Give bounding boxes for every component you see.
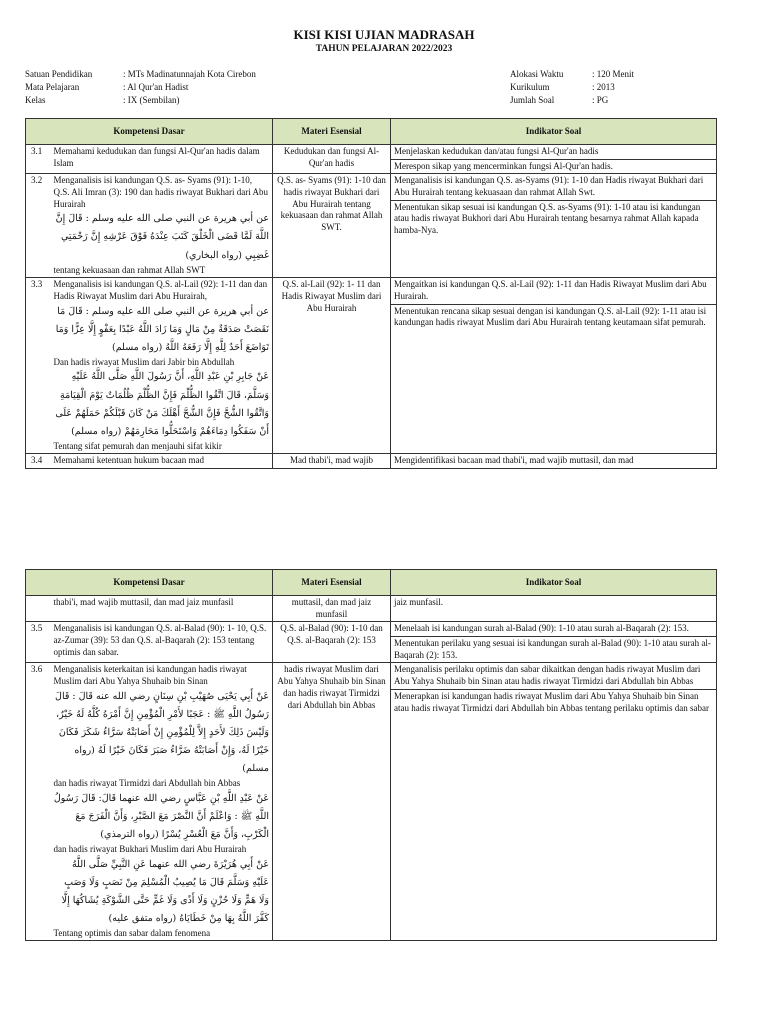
meta-left <box>25 68 256 107</box>
indikator-soal-cell <box>391 596 717 622</box>
table-header-row <box>26 570 717 596</box>
kompetensi-dasar-cell <box>53 174 273 278</box>
meta-label: Satuan Pendidikan <box>25 69 93 79</box>
indikator-soal-cell <box>391 278 717 454</box>
materi-esensial-cell: muttasil, dan mad jaiz munfasil <box>273 596 391 622</box>
meta-label: Alokasi Waktu <box>510 69 564 79</box>
indikator-item: Menganalisis perilaku optimis dan sabar dikaitkan dengan hadis riwayat Muslim dari Abu Yahya Shuhaib bin Sinan atau hadis riwayat Tirmidzi dari Abdullah bin Abbas <box>391 663 716 689</box>
kd-text: Menganalisis isi kandungan Q.S. al-Balad (90): 1- 10, Q.S. az-Zumar (39): 53 dan Q.S. al-Baqarah (2): 153 tentang optimis dan sabar. <box>53 623 267 657</box>
kompetensi-dasar-cell <box>53 145 273 174</box>
kd-number: 3.1 <box>26 145 53 174</box>
indikator-soal-cell <box>391 454 717 469</box>
kd-number: 3.3 <box>26 278 53 454</box>
kd-number: 3.5 <box>26 622 53 663</box>
kisi-table-page1 <box>25 118 717 469</box>
indikator-item: Menerapkan isi kandungan hadis riwayat Muslim dari Abu Yahya Shuhaib bin Sinan atau hadis riwayat Tirmidzi dari Abdullah bin Abbas tentang perilaku optimis dan sabar <box>394 690 709 713</box>
table-row <box>26 454 717 469</box>
kompetensi-dasar-cell <box>53 278 273 454</box>
kd-text: Menganalisis isi kandungan Q.S. al-Lail (92): 1-11 dan dan Hadis Riwayat Muslim dari Abu Hurairah, <box>53 279 268 301</box>
indikator-item: Mengaitkan isi kandungan Q.S. al-Lail (92): 1-11 dan Hadis Riwayat Muslim dari Abu Hurairah. <box>391 278 716 304</box>
materi-esensial-cell: Mad thabi'i, mad wajib <box>273 454 391 469</box>
indikator-item: Menjelaskan kedudukan dan/atau fungsi Al-Qur'an hadis <box>391 145 716 160</box>
indikator-soal-cell <box>391 145 717 174</box>
kompetensi-dasar-cell <box>53 622 273 663</box>
kd-text: dan hadis riwayat Tirmidzi dari Abdullah bin Abbas <box>53 778 241 789</box>
meta-label: Mata Pelajaran <box>25 82 80 92</box>
materi-esensial-cell: Q.S. as- Syams (91): 1-10 dan hadis riwayat Bukhari dari Abu Hurairah tentang kekuasaan dan rahmat Allah SWT. <box>273 174 391 278</box>
hadith-arabic-text: عَنْ جَابِرِ بْنِ عَبْدِ اللَّهِ، أَنَّ رَسُولَ اللَّهِ صَلَّى اللَّهُ عَلَيْهِ وَسَلَّمَ، قَالَ اتَّقُوا الظُّلْمَ فَإِنَّ الظُّلْمَ ظُلُمَاتٌ يَوْمَ الْقِيَامَةِ وَاتَّقُوا الشُّحَّ فَإِنَّ الشُّحَّ أَهْلَكَ مَنْ كَانَ قَبْلَكُمْ حَمَلَهُمْ عَلَى أَنْ سَفَكُوا دِمَاءَهُمْ وَاسْتَحَلُّوا مَحَارِمَهُمْ (رواه مسلم) <box>55 371 269 437</box>
document-subtitle: TAHUN PELAJARAN 2022/2023 <box>315 44 453 54</box>
materi-esensial-cell: Q.S. al-Balad (90): 1-10 dan Q.S. al-Baqarah (2): 153 <box>273 622 391 663</box>
table-row <box>26 663 717 941</box>
indikator-item: Menentukan rencana sikap sesuai dengan isi kandungan Q.S. al-Lail (92): 1-11 atau isi kandungan hadis riwayat Muslim dari Abu Hurairah tentang keutamaan sifat pemurah. <box>394 305 707 328</box>
indikator-item: Menentukan sikap sesuai isi kandungan Q.S. as-Syams (91): 1-10 atau isi kandungan atau hadis riwayat Bukhori dari Abu Hurairah tentang besarnya rahmat Allah kapada hamba-Nya. <box>394 201 701 236</box>
meta-row <box>510 68 634 81</box>
header-materi-esensial: Materi Esensial <box>273 119 391 145</box>
indikator-item: Merespon sikap yang mencerminkan fungsi Al-Qur'an hadis. <box>394 160 613 171</box>
header-kompetensi-dasar: Kompetensi Dasar <box>26 570 273 596</box>
indikator-item: jaiz munfasil. <box>394 597 443 607</box>
hadith-arabic-text: عن أبي هريرة عن النبي صلى الله عليه وسلم : قَالَ إِنَّ اللَّهَ لَمَّا قَضَى الْخَلْقَ كَتَبَ عِنْدَهُ فَوْقَ عَرْشِهِ إِنَّ رَحْمَتِي غَضِبِي (رواه البخاري) <box>55 213 269 261</box>
kompetensi-dasar-cell <box>53 596 273 622</box>
header-indikator-soal: Indikator Soal <box>391 570 717 596</box>
kd-number: 3.2 <box>26 174 53 278</box>
indikator-item: Mengidentifikasi bacaan mad thabi'i, mad wajib muttasil, dan mad <box>394 455 634 466</box>
hadith-arabic-text: عَنْ أَبِي يَحْيَى صُهَيْبِ بْنِ سِنَانٍ رضي الله عنه قَالَ : قَالَ رَسُولُ اللَّهِ ﷺ : عَجَبًا لأَمْرِ الْمُؤْمِنِ إِنَّ أَمْرَهُ كُلَّهُ لَهُ خَيْرٌ، وَلَيْسَ ذَلِكَ لأَحَدٍ إِلاَّ لِلْمُؤْمِنِ إِنْ أَصَابَتْهُ سَرَّاءُ شَكَرَ فَكَانَ خَيْرًا لَهُ، وَإِنْ أَصَابَتْهُ ضَرَّاءُ صَبَرَ فَكَانَ خَيْرًا لَهُ (رواه مسلم) <box>55 690 269 774</box>
table-row <box>26 278 717 454</box>
meta-row <box>25 94 256 107</box>
kompetensi-dasar-cell <box>53 663 273 941</box>
meta-label: Jumlah Soal <box>510 95 555 105</box>
table-body-page1 <box>26 145 717 469</box>
materi-esensial-cell: hadis riwayat Muslim dari Abu Yahya Shuhaib bin Sinan dan hadis riwayat Tirmidzi dari Abdullah bin Abbas <box>273 663 391 941</box>
kd-text: Tentang optimis dan sabar dalam fenomena <box>53 927 211 938</box>
table-row <box>26 174 717 278</box>
kd-number <box>26 596 53 622</box>
meta-row <box>510 81 634 94</box>
meta-label: Kelas <box>25 95 46 105</box>
header-materi-esensial: Materi Esensial <box>273 570 391 596</box>
hadith-arabic-text: عن أبي هريرة عن النبي صلى الله عليه وسلم : قَالَ مَا نَقَصَتْ صَدَقَةٌ مِنْ مَالٍ وَمَا زَادَ اللَّهُ عَبْدًا بِعَفْوٍ إِلَّا عِزًّا وَمَا تَوَاضَعَ أَحَدٌ لِلَّهِ إِلَّا رَفَعَهُ اللَّهُ (رواه مسلم) <box>55 305 269 353</box>
indikator-item: Menentukan perilaku yang sesuai isi kandungan surah al-Balad (90): 1-10 atau surah al-Baqarah (2): 153. <box>394 638 711 660</box>
meta-row <box>510 94 634 107</box>
table-header-row <box>26 119 717 145</box>
hadith-arabic-text: عَنْ عَبْدِ اللَّهِ بْنِ عَبَّاسٍ رضي الله عنهما قَالَ: قَالَ رَسُولُ اللَّهِ ﷺ : وَاعْلَمْ أَنَّ النَّصْرَ مَعَ الصَّبْرِ، وَأَنَّ الْفَرَجَ مَعَ الْكَرْبِ، وَأَنَّ مَعَ الْعُسْرِ يُسْرًا (رواه الترمذي) <box>53 792 269 840</box>
meta-row <box>25 68 256 81</box>
meta-value: : 2013 <box>592 82 615 92</box>
table-row <box>26 145 717 174</box>
kd-text: Memahami ketentuan hukum bacaan mad <box>53 455 204 466</box>
header-indikator-soal: Indikator Soal <box>391 119 717 145</box>
kd-text: Dan hadis riwayat Muslim dari Jabir bin Abdullah <box>53 356 235 367</box>
materi-esensial-cell: Kedudukan dan fungsi Al- Qur'an hadis <box>273 145 391 174</box>
meta-right <box>510 68 634 107</box>
kd-text: thabi'i, mad wajib muttasil, dan mad jaiz munfasil <box>53 597 234 607</box>
table-row <box>26 622 717 663</box>
kd-text: dan hadis riwayat Bukhari Muslim dari Abu Hurairah <box>53 843 247 854</box>
table-body-page2 <box>26 596 717 941</box>
header-kompetensi-dasar: Kompetensi Dasar <box>26 119 273 145</box>
kd-text: Memahami kedudukan dan fungsi Al-Qur'an hadis dalam Islam <box>53 146 260 168</box>
indikator-soal-cell <box>391 663 717 941</box>
kd-text: Menganalisis isi kandungan Q.S. as- Syams (91): 1-10, Q.S. Ali Imran (3): 190 dan hadis riwayat Bukhari dari Abu Hurairah <box>53 175 268 209</box>
indikator-item: Menganalisis isi kandungan Q.S. as-Syams (91): 1-10 dan Hadis riwayat Bukhari dari Abu Hurairah tentang kekuasaan dan rahmat Allah Swt. <box>391 174 716 200</box>
indikator-soal-cell <box>391 174 717 278</box>
indikator-soal-cell <box>391 622 717 663</box>
kompetensi-dasar-cell <box>53 454 273 469</box>
meta-value: : MTs Madinatunnajah Kota Cirebon <box>123 69 256 79</box>
meta-row <box>25 81 256 94</box>
meta-value: : 120 Menit <box>592 69 634 79</box>
meta-value: : PG <box>592 95 609 105</box>
kd-text: tentang kekuasaan dan rahmat Allah SWT <box>53 264 206 275</box>
meta-value: : IX (Sembilan) <box>123 95 180 105</box>
kd-number: 3.4 <box>26 454 53 469</box>
meta-label: Kurikulum <box>510 82 550 92</box>
kd-number: 3.6 <box>26 663 53 941</box>
kd-text: Tentang sifat pemurah dan menjauhi sifat kikir <box>53 440 222 451</box>
document-title: KISI KISI UJIAN MADRASAH <box>293 27 475 42</box>
kisi-table-page2 <box>25 569 717 941</box>
materi-esensial-cell: Q.S. al-Lail (92): 1- 11 dan Hadis Riwayat Muslim dari Abu Hurairah <box>273 278 391 454</box>
kd-text: Menganalisis keterkaitan isi kandungan hadis riwayat Muslim dari Abu Yahya Shuhaib bin Sinan <box>53 664 247 687</box>
table-row <box>26 596 717 622</box>
indikator-item: Menelaah isi kandungan surah al-Balad (90): 1-10 atau surah al-Baqarah (2): 153. <box>391 622 716 637</box>
hadith-arabic-text: عَنْ أَبِي هُرَيْرَةَ رضي الله عنهما عَنِ النَّبِيِّ صَلَّى اللَّهُ عَلَيْهِ وَسَلَّمَ قَالَ مَا يُصِيبُ الْمُسْلِمَ مِنْ نَصَبٍ وَلَا وَصَبٍ وَلَا هَمٍّ وَلَا حُزْنٍ وَلَا أَذًى وَلَا غَمٍّ حَتَّى الشَّوْكَةِ يُشَاكُهَا إِلَّا كَفَّرَ اللَّهُ بِهَا مِنْ خَطَايَاهُ (رواه متفق عليه) <box>61 858 269 924</box>
meta-value: : Al Qur'an Hadist <box>123 82 189 92</box>
